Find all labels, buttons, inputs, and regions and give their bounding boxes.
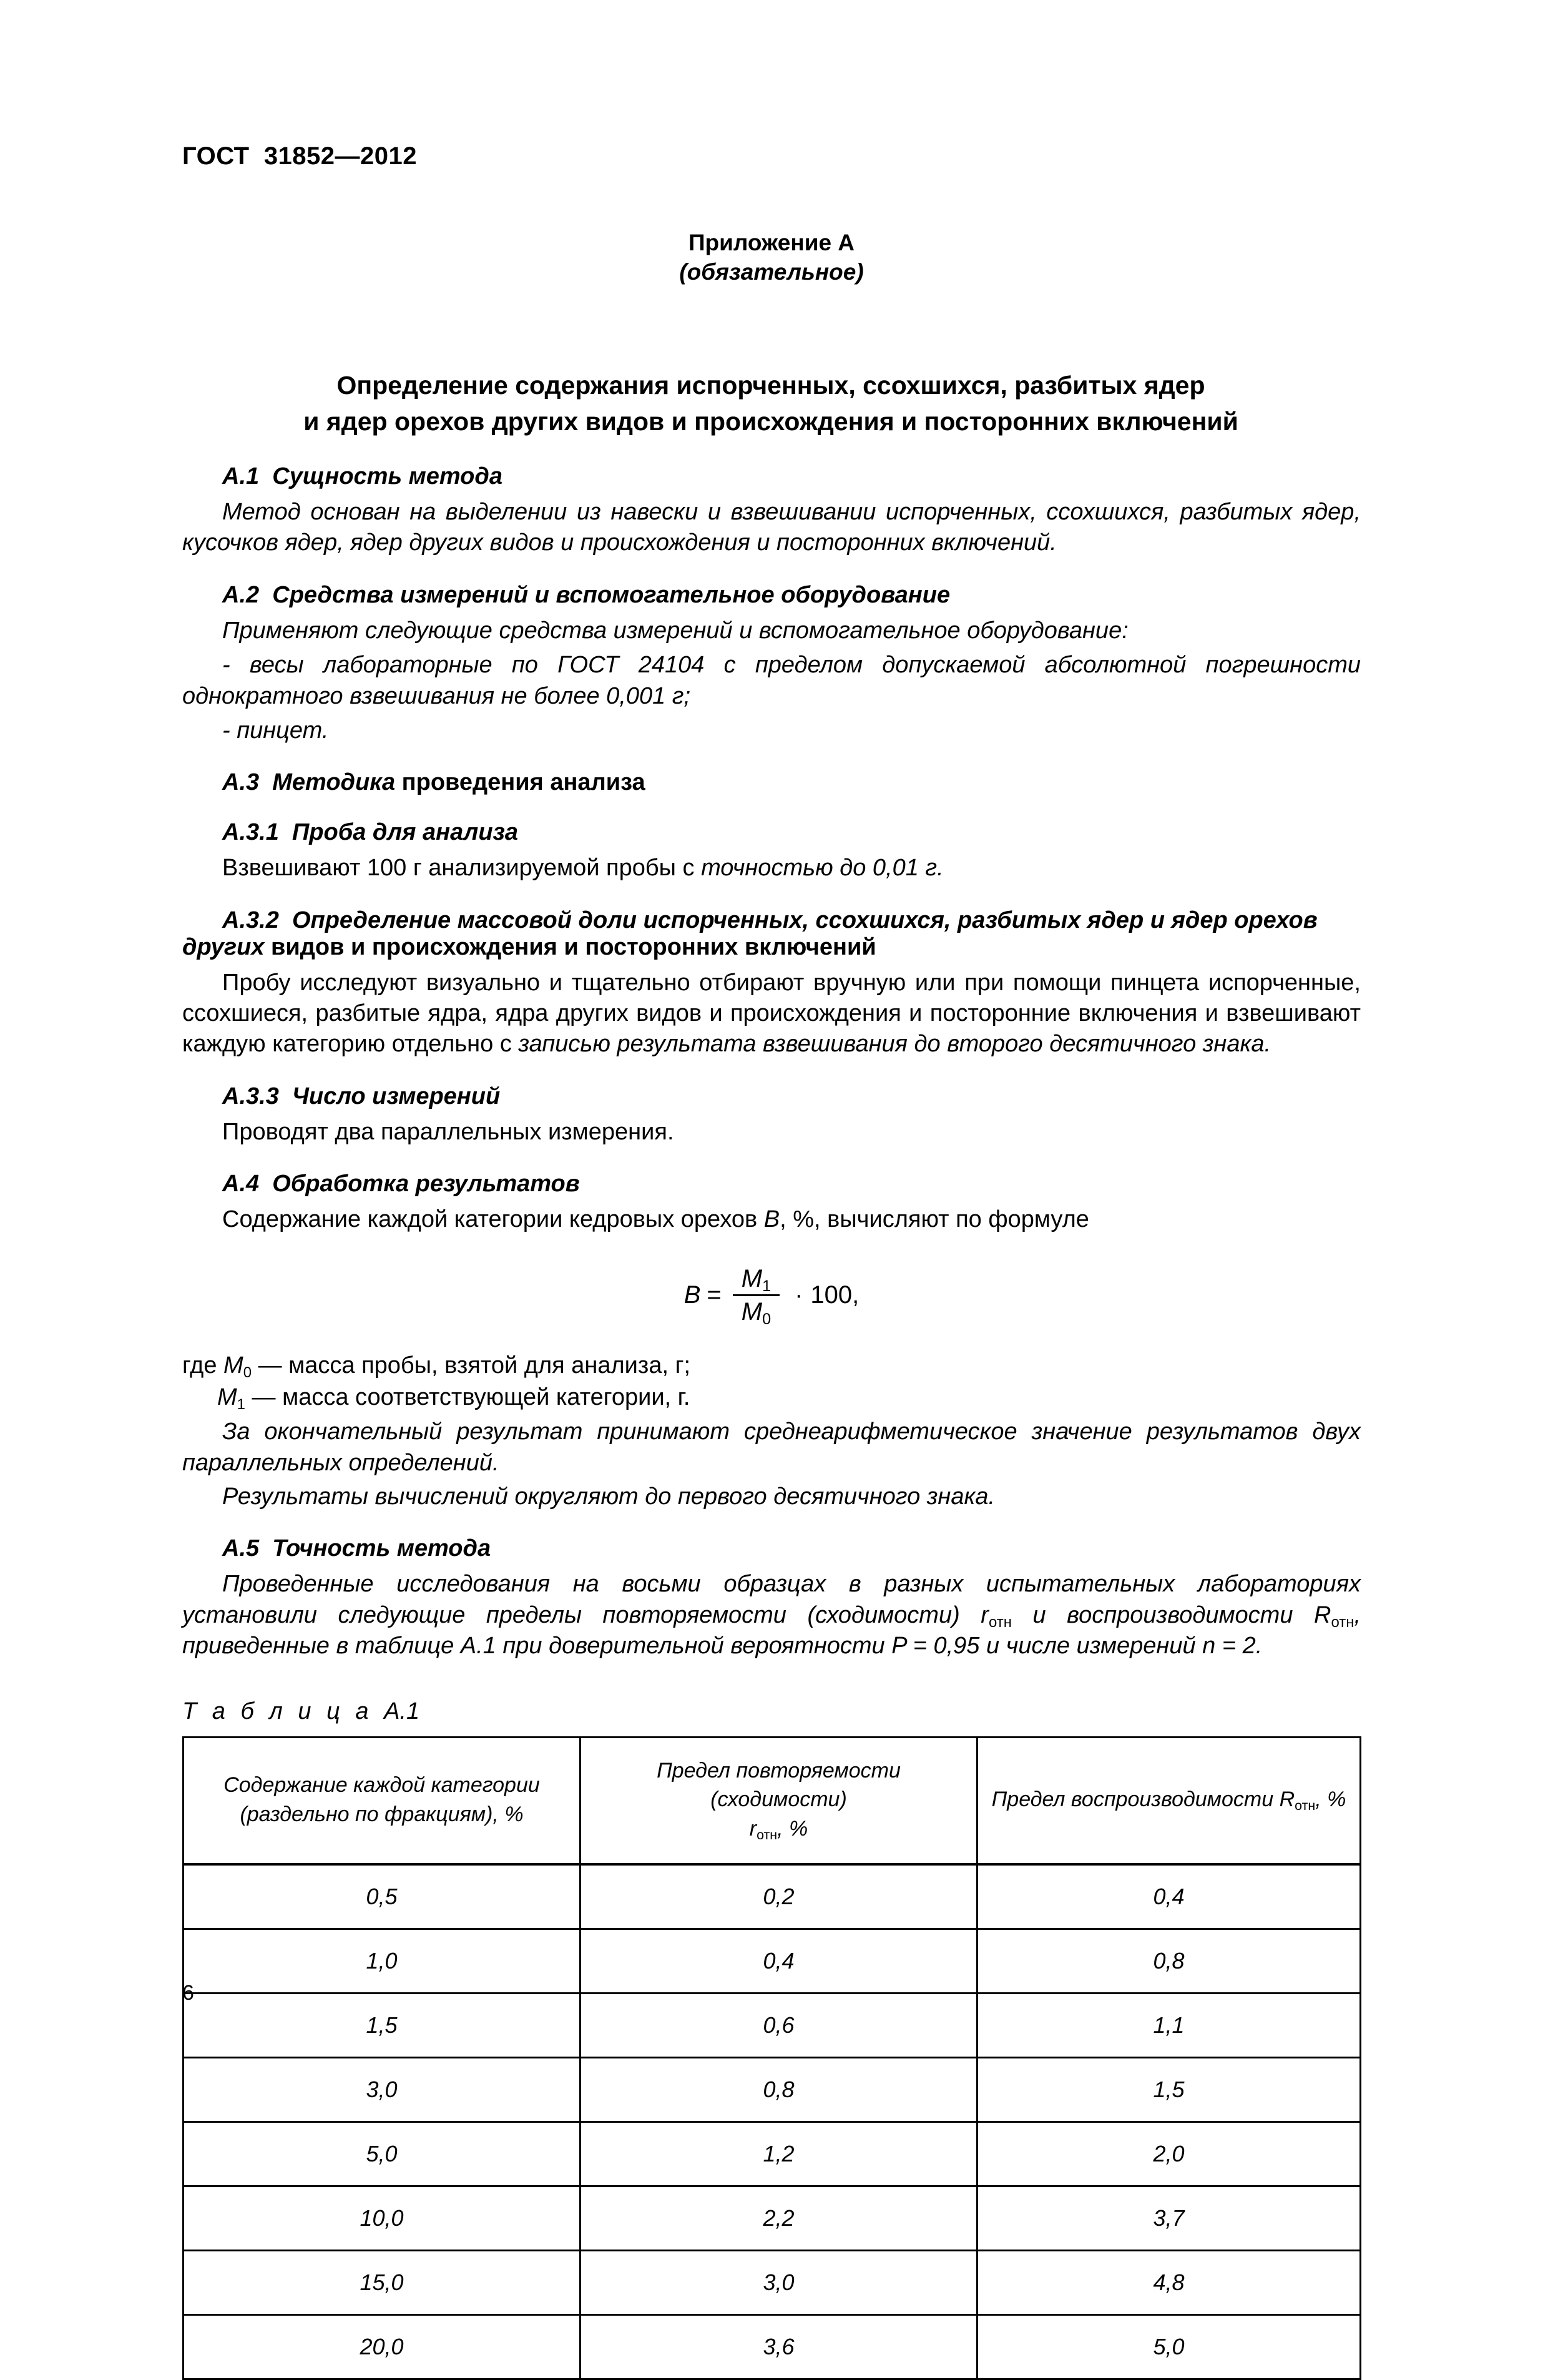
section-a31-body: [182, 853, 1361, 883]
section-title-a32-upright: видов и происхождения и посторонних включений: [271, 933, 876, 960]
formula-legend-prefix: где: [182, 1352, 224, 1379]
table-cell: 3,6: [580, 2314, 977, 2379]
table-row: [184, 2314, 1361, 2379]
section-a5-text-4: = 0,95 и числе измерений: [906, 1633, 1203, 1660]
table-header-reproducibility-symbol: R: [1279, 1787, 1295, 1812]
section-a5-symbol-R-subscript: отн: [1331, 1613, 1354, 1631]
formula-legend-definition-m0: — масса пробы, взятой для анализа, г;: [252, 1352, 690, 1379]
section-number-a4: А.4: [222, 1171, 260, 1197]
table-caption-number: А.1: [384, 1698, 420, 1724]
section-number-a32: А.3.2: [222, 907, 279, 933]
section-number-a5: А.5: [222, 1535, 260, 1562]
table-cell: 1,0: [184, 1929, 580, 1993]
section-a5-text-5: = 2.: [1215, 1633, 1263, 1660]
section-heading-a5: [182, 1535, 1361, 1562]
formula-legend: [182, 1350, 1361, 1414]
formula-equals: =: [707, 1281, 722, 1309]
section-a4-intro-after: , %, вычисляют по формуле: [780, 1206, 1089, 1233]
section-title-a5: Точность метода: [272, 1535, 491, 1562]
page-number: 6: [182, 1981, 194, 2005]
table-caption-label: Т а б л и ц а: [182, 1698, 385, 1724]
table-a1-head: [184, 1737, 1361, 1864]
table-cell: 0,5: [184, 1864, 580, 1929]
section-title-a31: Проба для анализа: [291, 819, 519, 846]
section-heading-a32: [182, 907, 1361, 961]
table-cell: 4,8: [977, 2250, 1361, 2314]
section-heading-a4: [182, 1171, 1361, 1197]
section-a5-text-2: и воспроизводимости: [1011, 1601, 1314, 1628]
table-header-reproducibility-unit: , %: [1315, 1787, 1346, 1812]
appendix-name: Приложение А: [688, 230, 855, 255]
table-cell: 3,7: [977, 2186, 1361, 2250]
table-header-repeatability-symbol: r: [749, 1816, 757, 1841]
table-caption: [182, 1698, 1361, 1725]
table-a1-body: [184, 1864, 1361, 2379]
section-number-a3: А.3: [222, 769, 260, 796]
section-a5-symbol-n: n: [1202, 1633, 1216, 1660]
section-a4-note-1: За окончательный результат принимают среднеарифметическое значение результатов двух параллельных определений.: [182, 1419, 1361, 1476]
section-heading-a2: [182, 582, 1361, 609]
table-header-reproducibility-subscript: отн: [1295, 1798, 1316, 1814]
section-heading-a3: [182, 769, 1361, 796]
table-cell: 2,0: [977, 2122, 1361, 2186]
formula-denominator-subscript: 0: [762, 1310, 772, 1329]
section-a5-symbol-r: r: [981, 1601, 989, 1628]
table-header-content-line-1: Содержание каждой категории: [223, 1773, 540, 1797]
formula-legend-line-2: [182, 1382, 1361, 1414]
table-cell: 1,5: [977, 2057, 1361, 2122]
section-a31-body-plain: Взвешивают 100 г анализируемой пробы с: [222, 855, 702, 882]
section-a32-body-plain: Пробу исследуют визуально и тщательно отбирают вручную или при помощи пинцета испорченные, ссохшиеся, разбитые ядра, ядра других видов и происхождения и посторонние включения и взвешивают каждую категорию отдельно с: [182, 969, 1361, 1058]
table-row: [184, 2186, 1361, 2250]
section-a2-intro: Применяют следующие средства измерений и вспомогательное оборудование:: [222, 617, 1129, 644]
section-title-a1: Сущность метода: [272, 463, 502, 489]
table-header-cell-reproducibility: [977, 1737, 1361, 1864]
table-cell: 5,0: [184, 2122, 580, 2186]
section-title-a4: Обработка результатов: [272, 1171, 580, 1197]
section-a4-intro-before: Содержание каждой категории кедровых орехов: [222, 1206, 764, 1233]
section-title-a3-italic: Методика: [272, 769, 396, 796]
formula-numerator: [733, 1263, 780, 1294]
table-row: [184, 1993, 1361, 2057]
table-cell: 20,0: [184, 2314, 580, 2379]
table-header-row: [184, 1737, 1361, 1864]
table-row: [184, 2122, 1361, 2186]
section-a32-body: [182, 968, 1361, 1060]
section-number-a1: А.1: [222, 463, 260, 489]
table-cell: 15,0: [184, 2250, 580, 2314]
table-cell: 1,1: [977, 1993, 1361, 2057]
table-a1: [182, 1736, 1361, 2380]
table-row: [184, 2250, 1361, 2314]
formula-lhs: B: [683, 1281, 701, 1309]
formula-legend-line-1: [182, 1350, 1361, 1382]
table-row: [184, 2057, 1361, 2122]
section-title-a3-upright: проведения анализа: [395, 769, 645, 796]
table-cell: 1,2: [580, 2122, 977, 2186]
section-a31-body-italic: точностью до 0,01 г.: [701, 855, 944, 882]
table-header-repeatability-unit: , %: [777, 1816, 808, 1841]
section-a5-symbol-P: P: [891, 1633, 907, 1660]
formula-numerator-symbol: M: [741, 1264, 763, 1292]
section-a4-intro-symbol: В: [763, 1206, 780, 1233]
section-title-a2: Средства измерений и вспомогательное оборудование: [272, 581, 951, 608]
formula-operator: ·: [795, 1281, 803, 1309]
formula-denominator-symbol: M: [741, 1298, 763, 1326]
section-heading-a33: [182, 1083, 1361, 1110]
section-number-a31: А.3.1: [222, 819, 279, 846]
appendix-designation: [182, 228, 1361, 287]
section-a5-body: [182, 1569, 1361, 1661]
section-a4-note-2: Результаты вычислений округляют до первого десятичного знака.: [222, 1483, 996, 1510]
formula-denominator: [733, 1296, 780, 1327]
formula-legend-symbol-m0: M: [223, 1352, 243, 1379]
section-a4-formula-intro: [182, 1204, 1361, 1235]
appendix-kind: (обязательное): [679, 259, 864, 285]
formula-legend-symbol-m0-subscript: 0: [243, 1364, 252, 1382]
document-header-standard-number: ГОСТ 31852—2012: [182, 142, 418, 170]
section-number-a33: А.3.3: [222, 1083, 279, 1109]
formula-mass-fraction: [182, 1263, 1361, 1328]
section-title-a32-italic: Определение массовой доли испорченных, ссохшихся, разбитых ядер и ядер орехов других: [182, 907, 1318, 960]
section-a2-item-1: - весы лабораторные по ГОСТ 24104 с пределом допускаемой абсолютной погрешности однократного взвешивания не более 0,001 г;: [182, 652, 1361, 709]
table-row: [184, 1864, 1361, 1929]
section-title-a33: Число измерений: [291, 1083, 501, 1109]
table-header-cell-content: [184, 1737, 580, 1864]
table-header-content-line-2: (раздельно по фракциям), %: [240, 1802, 524, 1826]
section-a1-body: Метод основан на выделении из навески и взвешивании испорченных, ссохшихся, разбитых ядер, кусочков ядер, ядер других видов и происхождения и посторонних включений.: [182, 498, 1361, 556]
section-a32-body-italic: записью результата взвешивания до второго десятичного знака.: [518, 1031, 1271, 1058]
table-cell: 0,8: [977, 1929, 1361, 1993]
table-cell: 3,0: [580, 2250, 977, 2314]
section-heading-a31: [182, 819, 1361, 846]
table-header-reproducibility-text: Предел воспроизводимости: [991, 1787, 1280, 1812]
table-header-repeatability-line-1: Предел повторяемости (сходимости): [657, 1759, 901, 1812]
section-a5-symbol-R: R: [1314, 1601, 1331, 1628]
section-a5-text-3: , приведенные в таблице А.1 при доверительной вероятности: [182, 1601, 1361, 1660]
table-cell: 10,0: [184, 2186, 580, 2250]
section-number-a2: А.2: [222, 581, 260, 608]
table-cell: 1,5: [184, 1993, 580, 2057]
section-a5-text-1: Проведенные исследования на восьми образцах в разных испытательных лабораториях установили следующие пределы повторяемости (сходимости): [182, 1571, 1361, 1628]
table-cell: 2,2: [580, 2186, 977, 2250]
formula-factor: 100,: [810, 1281, 860, 1309]
page-title-line-2: и ядер орехов других видов и происхождения и посторонних включений: [303, 407, 1238, 436]
formula-fraction: [733, 1263, 780, 1328]
formula-legend-symbol-m1: M: [217, 1384, 237, 1411]
table-cell: 0,4: [977, 1864, 1361, 1929]
table-cell: 0,6: [580, 1993, 977, 2057]
formula-numerator-subscript: 1: [762, 1277, 772, 1295]
section-a33-body: Проводят два параллельных измерения.: [222, 1118, 674, 1145]
table-row: [184, 1929, 1361, 1993]
table-header-repeatability-subscript: отн: [757, 1827, 778, 1842]
table-cell: 0,2: [580, 1864, 977, 1929]
formula-legend-symbol-m1-subscript: 1: [237, 1396, 245, 1414]
page-title-line-1: Определение содержания испорченных, ссохшихся, разбитых ядер: [336, 370, 1205, 400]
table-cell: 5,0: [977, 2314, 1361, 2379]
table-header-cell-repeatability: [580, 1737, 977, 1864]
section-heading-a1: [182, 463, 1361, 490]
table-cell: 0,4: [580, 1929, 977, 1993]
formula-legend-definition-m1: — масса соответствующей категории, г.: [245, 1384, 690, 1411]
section-a2-item-2: - пинцет.: [222, 717, 329, 744]
table-cell: 3,0: [184, 2057, 580, 2122]
page-title: [182, 367, 1359, 440]
table-cell: 0,8: [580, 2057, 977, 2122]
section-a5-symbol-r-subscript: отн: [988, 1613, 1012, 1631]
